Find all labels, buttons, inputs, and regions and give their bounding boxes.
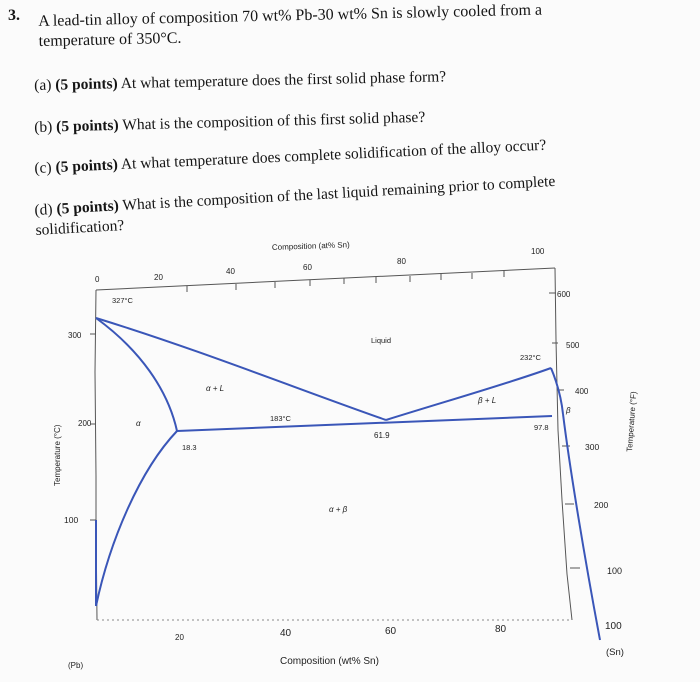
right-tick-500: 500 <box>566 341 580 350</box>
question-number: 3. <box>8 7 20 24</box>
part-c-text: At what temperature does complete solidification of the alloy occur? <box>120 136 547 174</box>
left-axis-title: Temperature (°C) <box>53 424 62 486</box>
bottom-tick-40: 40 <box>280 628 292 639</box>
left-tick-100: 100 <box>64 515 79 525</box>
region-beta-plus-liquid: β + L <box>478 396 497 405</box>
eutectic-isotherm <box>177 416 552 431</box>
region-alpha-plus-liquid: α + L <box>206 384 225 393</box>
top-tick-40: 40 <box>226 267 235 276</box>
bottom-tick-100: 100 <box>605 621 622 632</box>
right-frame-line <box>555 268 572 620</box>
region-liquid: Liquid <box>371 336 392 345</box>
bottom-tick-80: 80 <box>495 624 507 635</box>
part-d-text-cont: solidification? <box>35 217 125 239</box>
question-intro-line2: temperature of 350°C. <box>38 29 182 50</box>
top-frame-line <box>96 268 555 290</box>
top-tick-0: 0 <box>95 275 100 284</box>
question-intro-line1: A lead-tin alloy of composition 70 wt% Pb-30 wt% Sn is slowly cooled from a <box>38 1 543 30</box>
part-d-points: (5 points) <box>55 197 120 218</box>
bottom-axis-title: Composition (wt% Sn) <box>280 656 379 667</box>
alpha-solvus <box>96 431 177 606</box>
phase-boundaries <box>96 318 600 640</box>
annotation-18-3: 18.3 <box>182 443 197 452</box>
region-alpha: α <box>136 419 141 428</box>
part-d-text: What is the composition of the last liquid remaining prior to complete <box>121 172 556 215</box>
annotation-97-8: 97.8 <box>534 423 549 432</box>
left-tick-300: 300 <box>68 331 82 340</box>
region-beta: β <box>566 406 571 415</box>
right-tick-600: 600 <box>557 290 571 299</box>
top-axis-title: Composition (at% Sn) <box>271 240 350 252</box>
liquidus-right <box>386 368 551 420</box>
part-b-text: What is the composition of this first solid phase? <box>122 108 426 134</box>
annotation-61-9: 61.9 <box>374 431 390 440</box>
solidus-alpha <box>96 318 177 431</box>
liquidus-left <box>96 318 386 420</box>
top-tick-80: 80 <box>397 257 406 266</box>
region-alpha-plus-beta: α + β <box>329 505 348 514</box>
top-tick-100: 100 <box>531 247 545 256</box>
top-tick-60: 60 <box>303 263 312 272</box>
part-a-text: At what temperature does the first solid phase form? <box>120 68 447 93</box>
part-a-label: (a) <box>34 76 52 94</box>
bottom-label-sn: (Sn) <box>606 647 624 658</box>
left-tick-200: 200 <box>78 419 92 428</box>
annotation-183c: 183°C <box>270 414 291 423</box>
part-c-label: (c) <box>34 159 53 177</box>
right-tick-400: 400 <box>575 387 589 396</box>
annotation-327c: 327°C <box>112 296 133 305</box>
bottom-tick-20: 20 <box>175 633 184 642</box>
part-a-points: (5 points) <box>55 75 118 94</box>
annotation-232c: 232°C <box>520 353 541 362</box>
right-tick-100: 100 <box>607 566 623 576</box>
right-axis-title: Temperature (°F) <box>625 391 639 453</box>
part-c-points: (5 points) <box>55 156 119 177</box>
right-tick-300: 300 <box>585 442 600 452</box>
part-b-label: (b) <box>34 118 53 136</box>
bottom-label-pb: (Pb) <box>68 661 84 670</box>
top-tick-20: 20 <box>154 273 163 282</box>
bottom-tick-60: 60 <box>385 626 397 637</box>
part-b-points: (5 points) <box>55 116 119 136</box>
right-tick-200: 200 <box>594 500 609 510</box>
part-d-label: (d) <box>34 200 54 219</box>
